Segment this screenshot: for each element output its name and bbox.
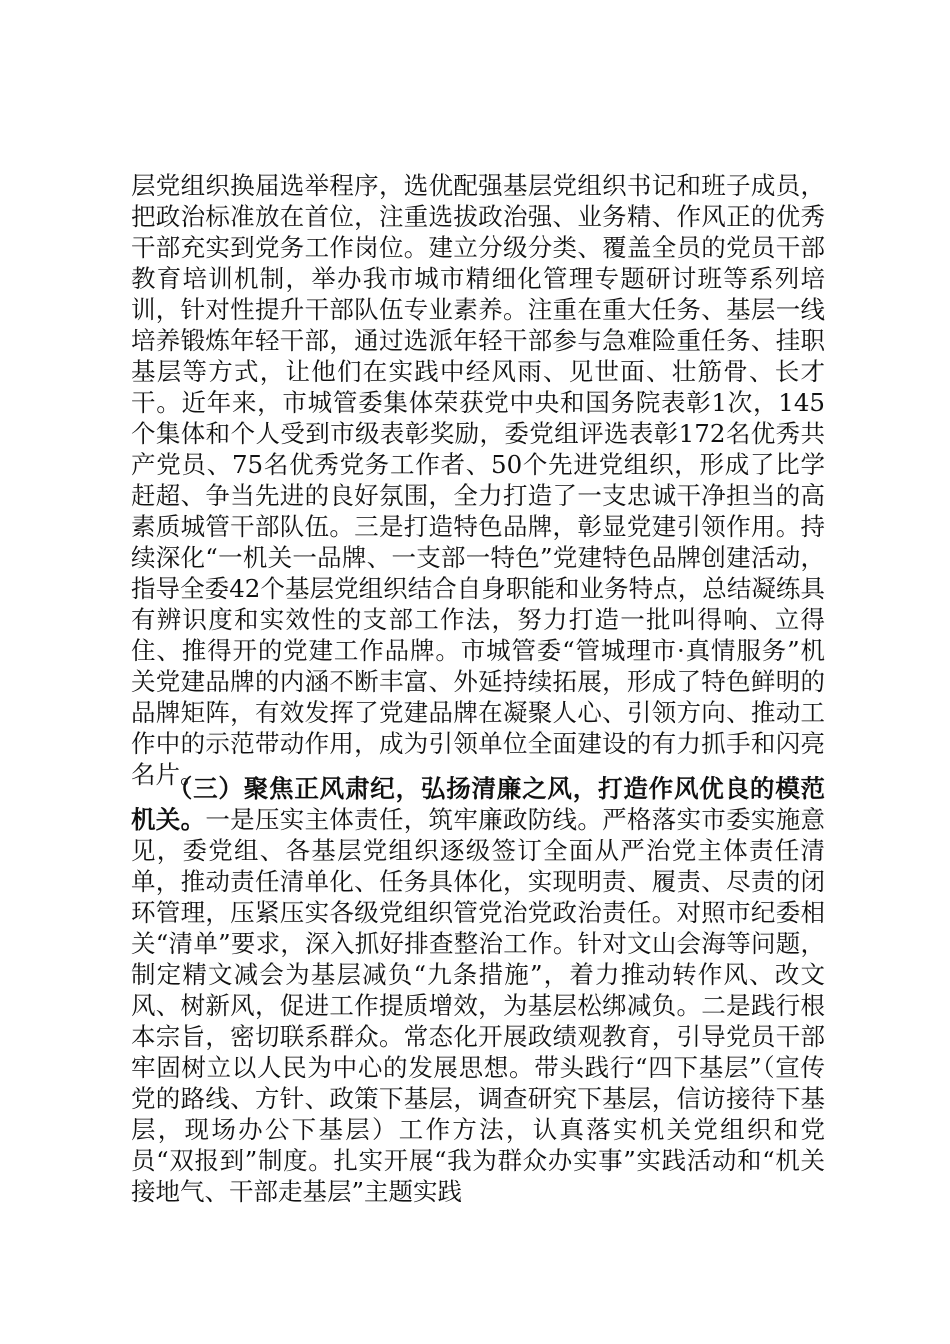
section-heading: （三）聚焦正风肃纪，弘扬清廉之风，打造作风优良的模范机关。	[131, 774, 825, 834]
body-paragraph-2	[131, 773, 825, 1207]
body-paragraph-1	[131, 170, 825, 790]
paragraph-2-text: 一是压实主体责任，筑牢廉政防线。严格落实市委实施意见，委党组、各基层党组织逐级签订全面从严治党主体责任清单，推动责任清单化、任务具体化，实现明责、履责、尽责的闭环管理，压紧压实各级党组织管党治党政治责任。对照市纪委相关“清单”要求，深入抓好排查整治工作。针对文山会海等问题，制定精文减会为基层减负“九条措施”，着力推动转作风、改文风、树新风，促进工作提质增效，为基层松绑减负。二是践行根本宗旨，密切联系群众。常态化开展政绩观教育，引导党员干部牢固树立以人民为中心的发展思想。带头践行“四下基层”（宣传党的路线、方针、政策下基层，调查研究下基层，信访接待下基层，现场办公下基层）工作方法，认真落实机关党组织和党员“双报到”制度。扎实开展“我为群众办实事”实践活动和“机关接地气、干部走基层”主题实践	[131, 805, 825, 1206]
paragraph-1-text: 层党组织换届选举程序，选优配强基层党组织书记和班子成员，把政治标准放在首位，注重选拔政治强、业务精、作风正的优秀干部充实到党务工作岗位。建立分级分类、覆盖全员的党员干部教育培训机制，举办我市城市精细化管理专题研讨班等系列培训，针对性提升干部队伍专业素养。注重在重大任务、基层一线培养锻炼年轻干部，通过选派年轻干部参与急难险重任务、挂职基层等方式，让他们在实践中经风雨、见世面、壮筋骨、长才干。近年来，市城管委集体荣获党中央和国务院表彰1次，145个集体和个人受到市级表彰奖励，委党组评选表彰172名优秀共产党员、75名优秀党务工作者、50个先进党组织，形成了比学赶超、争当先进的良好氛围，全力打造了一支忠诚干净担当的高素质城管干部队伍。三是打造特色品牌，彰显党建引领作用。持续深化“一机关一品牌、一支部一特色”党建特色品牌创建活动，指导全委42个基层党组织结合自身职能和业务特点，总结凝练具有辨识度和实效性的支部工作法，努力打造一批叫得响、立得住、推得开的党建工作品牌。市城管委“管城理市·真情服务”机关党建品牌的内涵不断丰富、外延持续拓展，形成了特色鲜明的品牌矩阵，有效发挥了党建品牌在凝聚人心、引领方向、推动工作中的示范带动作用，成为引领单位全面建设的有力抓手和闪亮名片。	[131, 171, 825, 789]
